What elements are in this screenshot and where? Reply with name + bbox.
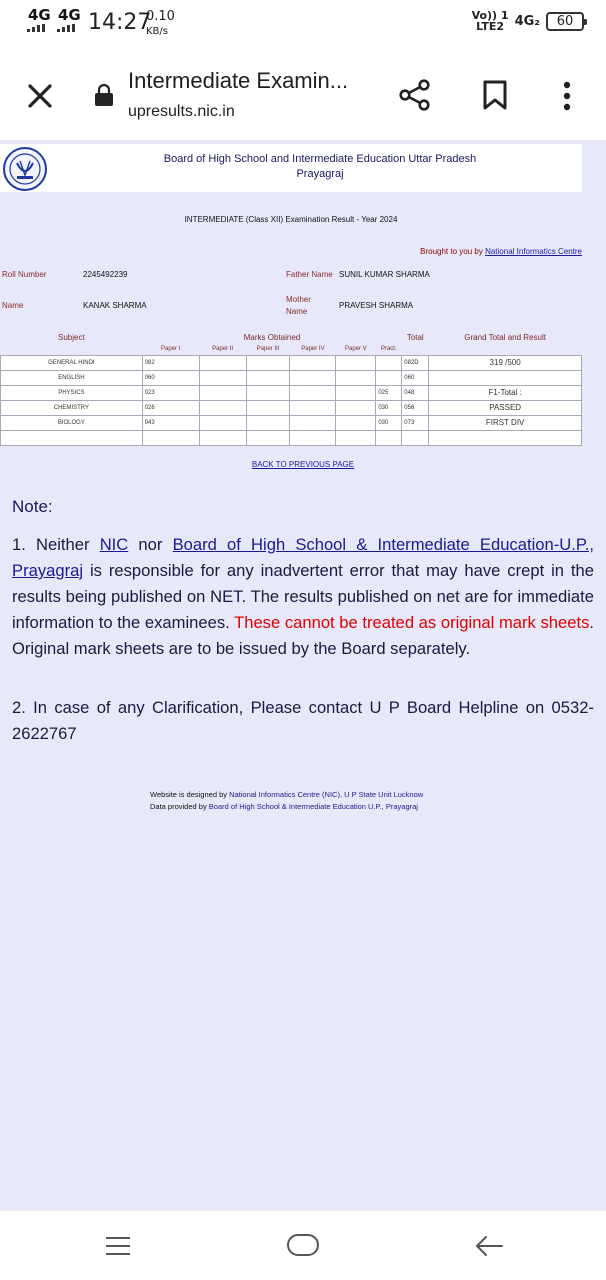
name-label: Name <box>2 301 24 310</box>
signal-2-icon <box>57 24 75 32</box>
battery-icon: 60 <box>546 12 584 31</box>
recent-apps-icon[interactable] <box>104 1235 132 1257</box>
note1-mid: nor <box>128 535 173 554</box>
speed-unit: KB/s <box>146 26 168 37</box>
father-name-label: Father Name <box>286 270 333 279</box>
back-to-previous-page-link[interactable]: BACK TO PREVIOUS PAGE <box>251 460 355 469</box>
subject-cell: GENERAL HINDI <box>1 355 143 370</box>
paper1-cell: 060 <box>142 370 199 385</box>
paper4-cell <box>290 355 336 370</box>
paper-header-row <box>1 344 582 355</box>
paper-header-blank <box>1 344 143 355</box>
subject-cell: ENGLISH <box>1 370 143 385</box>
empty-cell <box>246 430 290 445</box>
result-cell: PASSED <box>429 400 582 415</box>
empty-cell <box>336 430 376 445</box>
footer-line1-link: National Informatics Centre (NIC), U P State Unit Lucknow <box>229 790 424 799</box>
paper-header-blank <box>402 344 429 355</box>
pract-cell: 025 <box>376 385 402 400</box>
result-cell: F1-Total : <box>429 385 582 400</box>
paper5-cell <box>336 385 376 400</box>
speed-value: 0.10 <box>146 9 175 24</box>
table-row <box>1 415 582 430</box>
pract-cell: 030 <box>376 415 402 430</box>
network-3-label: 4G₂ <box>514 13 540 29</box>
paper2-cell <box>199 400 246 415</box>
paper3-cell <box>246 385 290 400</box>
signal-1-icon <box>27 24 45 32</box>
paper-header: Paper III <box>246 344 290 355</box>
roll-number-value: 2245492239 <box>83 270 128 279</box>
empty-cell <box>376 430 402 445</box>
table-row-empty <box>1 430 582 445</box>
status-bar <box>0 0 606 48</box>
paper1-cell: 043 <box>142 415 199 430</box>
empty-cell <box>1 430 143 445</box>
paper4-cell <box>290 400 336 415</box>
table-row <box>1 370 582 385</box>
subject-cell: CHEMISTRY <box>1 400 143 415</box>
paper5-cell <box>336 355 376 370</box>
empty-cell <box>429 430 582 445</box>
footer-line2-link: Board of High School & Intermediate Education U.P., Prayagraj <box>208 802 418 811</box>
volte-top: Vo)) 1 <box>471 9 509 22</box>
browser-toolbar <box>0 48 606 140</box>
volte-indicator <box>472 10 509 32</box>
footer-line1 <box>150 789 423 801</box>
paper3-cell <box>246 415 290 430</box>
father-name-value: SUNIL KUMAR SHARMA <box>339 270 430 279</box>
paper-header: Paper IV <box>290 344 336 355</box>
table-row <box>1 385 582 400</box>
paper3-cell <box>246 400 290 415</box>
paper3-cell <box>246 370 290 385</box>
web-content <box>0 140 606 1210</box>
note1-warning: These cannot be treated as original mark sheets <box>234 613 590 632</box>
empty-cell <box>142 430 199 445</box>
network-speed <box>146 9 175 39</box>
navigation-bar <box>0 1210 606 1280</box>
pract-cell: 030 <box>376 400 402 415</box>
header-subject: Subject <box>58 332 85 342</box>
marks-table <box>0 330 582 446</box>
paper-header: Paper I <box>142 344 199 355</box>
brought-prefix: Brought to you by <box>420 247 486 256</box>
nic-link[interactable]: National Informatics Centre <box>485 247 582 256</box>
bookmark-icon[interactable] <box>482 79 508 111</box>
mother-name-label-1: Mother <box>286 295 311 304</box>
paper2-cell <box>199 355 246 370</box>
note-2: 2. In case of any Clarification, Please contact U P Board Helpline on 0532-2622767 <box>12 698 594 743</box>
url-text[interactable]: upresults.nic.in <box>128 103 235 120</box>
footer-line2-prefix: Data provided by <box>150 802 209 811</box>
brought-to-you <box>420 247 582 256</box>
note1-prefix: 1. Neither <box>12 535 100 554</box>
note1-text: is responsible for any inadvertent error that may have crept in the results being published on NET. The results published on net are for immediate information to the examinees. <box>12 561 594 632</box>
header-grand: Grand Total and Result <box>464 332 546 342</box>
paper5-cell <box>336 415 376 430</box>
table-header-row <box>1 330 582 344</box>
paper-header: Pract. <box>376 344 402 355</box>
result-cell: 319 /500 <box>429 355 582 370</box>
note1-suffix: . Original mark sheets are to be issued by the Board separately. <box>12 613 594 658</box>
total-cell: 048 <box>402 385 429 400</box>
home-icon[interactable] <box>286 1233 320 1257</box>
subject-cell: BIOLOGY <box>1 415 143 430</box>
footer-line2 <box>150 801 423 813</box>
network-1-label: 4G <box>28 6 51 24</box>
paper4-cell <box>290 385 336 400</box>
mother-name-label <box>286 294 311 318</box>
paper1-cell: 026 <box>142 400 199 415</box>
paper1-cell: 082 <box>142 355 199 370</box>
paper2-cell <box>199 385 246 400</box>
result-cell: FIRST DIV <box>429 415 582 430</box>
paper1-cell: 023 <box>142 385 199 400</box>
paper2-cell <box>199 415 246 430</box>
share-icon[interactable] <box>398 78 432 112</box>
footer-line1-prefix: Website is designed by <box>150 790 230 799</box>
board-name-line1: Board of High School and Intermediate Education Uttar Pradesh <box>163 153 477 165</box>
total-cell: 060 <box>402 370 429 385</box>
board-name-line2: Prayagraj <box>296 168 344 180</box>
board-logo-icon <box>2 146 48 192</box>
pract-cell <box>376 355 402 370</box>
board-name <box>70 152 570 182</box>
empty-cell <box>290 430 336 445</box>
paper3-cell <box>246 355 290 370</box>
note-1 <box>12 532 594 662</box>
table-row <box>1 355 582 370</box>
paper-header: Paper V <box>336 344 376 355</box>
page-title[interactable]: Intermediate Examin... <box>128 68 349 93</box>
network-2-label: 4G <box>58 6 81 24</box>
pract-cell <box>376 370 402 385</box>
more-options-icon[interactable] <box>558 80 576 112</box>
board-note-link[interactable]: Board of High School & Intermediate Education-U.P., Prayagraj <box>12 535 594 580</box>
clock: 14:27 <box>88 10 152 35</box>
paper2-cell <box>199 370 246 385</box>
table-row <box>1 400 582 415</box>
mother-name-label-2: Name <box>286 307 308 316</box>
subject-cell: PHYSICS <box>1 385 143 400</box>
empty-cell <box>199 430 246 445</box>
paper4-cell <box>290 370 336 385</box>
paper-header-blank <box>429 344 582 355</box>
paper-header: Paper II <box>199 344 246 355</box>
exam-title: INTERMEDIATE (Class XII) Examination Result - Year 2024 <box>184 215 398 224</box>
close-icon[interactable] <box>24 80 56 112</box>
nic-note-link[interactable]: NIC <box>99 535 129 554</box>
paper5-cell <box>336 370 376 385</box>
empty-cell <box>402 430 429 445</box>
result-cell <box>429 370 582 385</box>
name-value: KANAK SHARMA <box>83 301 147 310</box>
status-icons <box>472 10 584 32</box>
board-header <box>0 144 582 192</box>
paper5-cell <box>336 400 376 415</box>
total-cell: 082D <box>402 355 429 370</box>
total-cell: 073 <box>402 415 429 430</box>
header-total: Total <box>406 332 424 342</box>
paper4-cell <box>290 415 336 430</box>
header-marks: Marks Obtained <box>243 332 301 342</box>
roll-number-label: Roll Number <box>2 270 47 279</box>
back-arrow-icon[interactable] <box>474 1234 504 1258</box>
total-cell: 056 <box>402 400 429 415</box>
note-heading: Note: <box>12 497 53 516</box>
mother-name-value: PRAVESH SHARMA <box>339 301 414 310</box>
footer <box>150 789 423 813</box>
lock-icon <box>94 83 114 107</box>
volte-bottom: LTE2 <box>476 20 504 33</box>
